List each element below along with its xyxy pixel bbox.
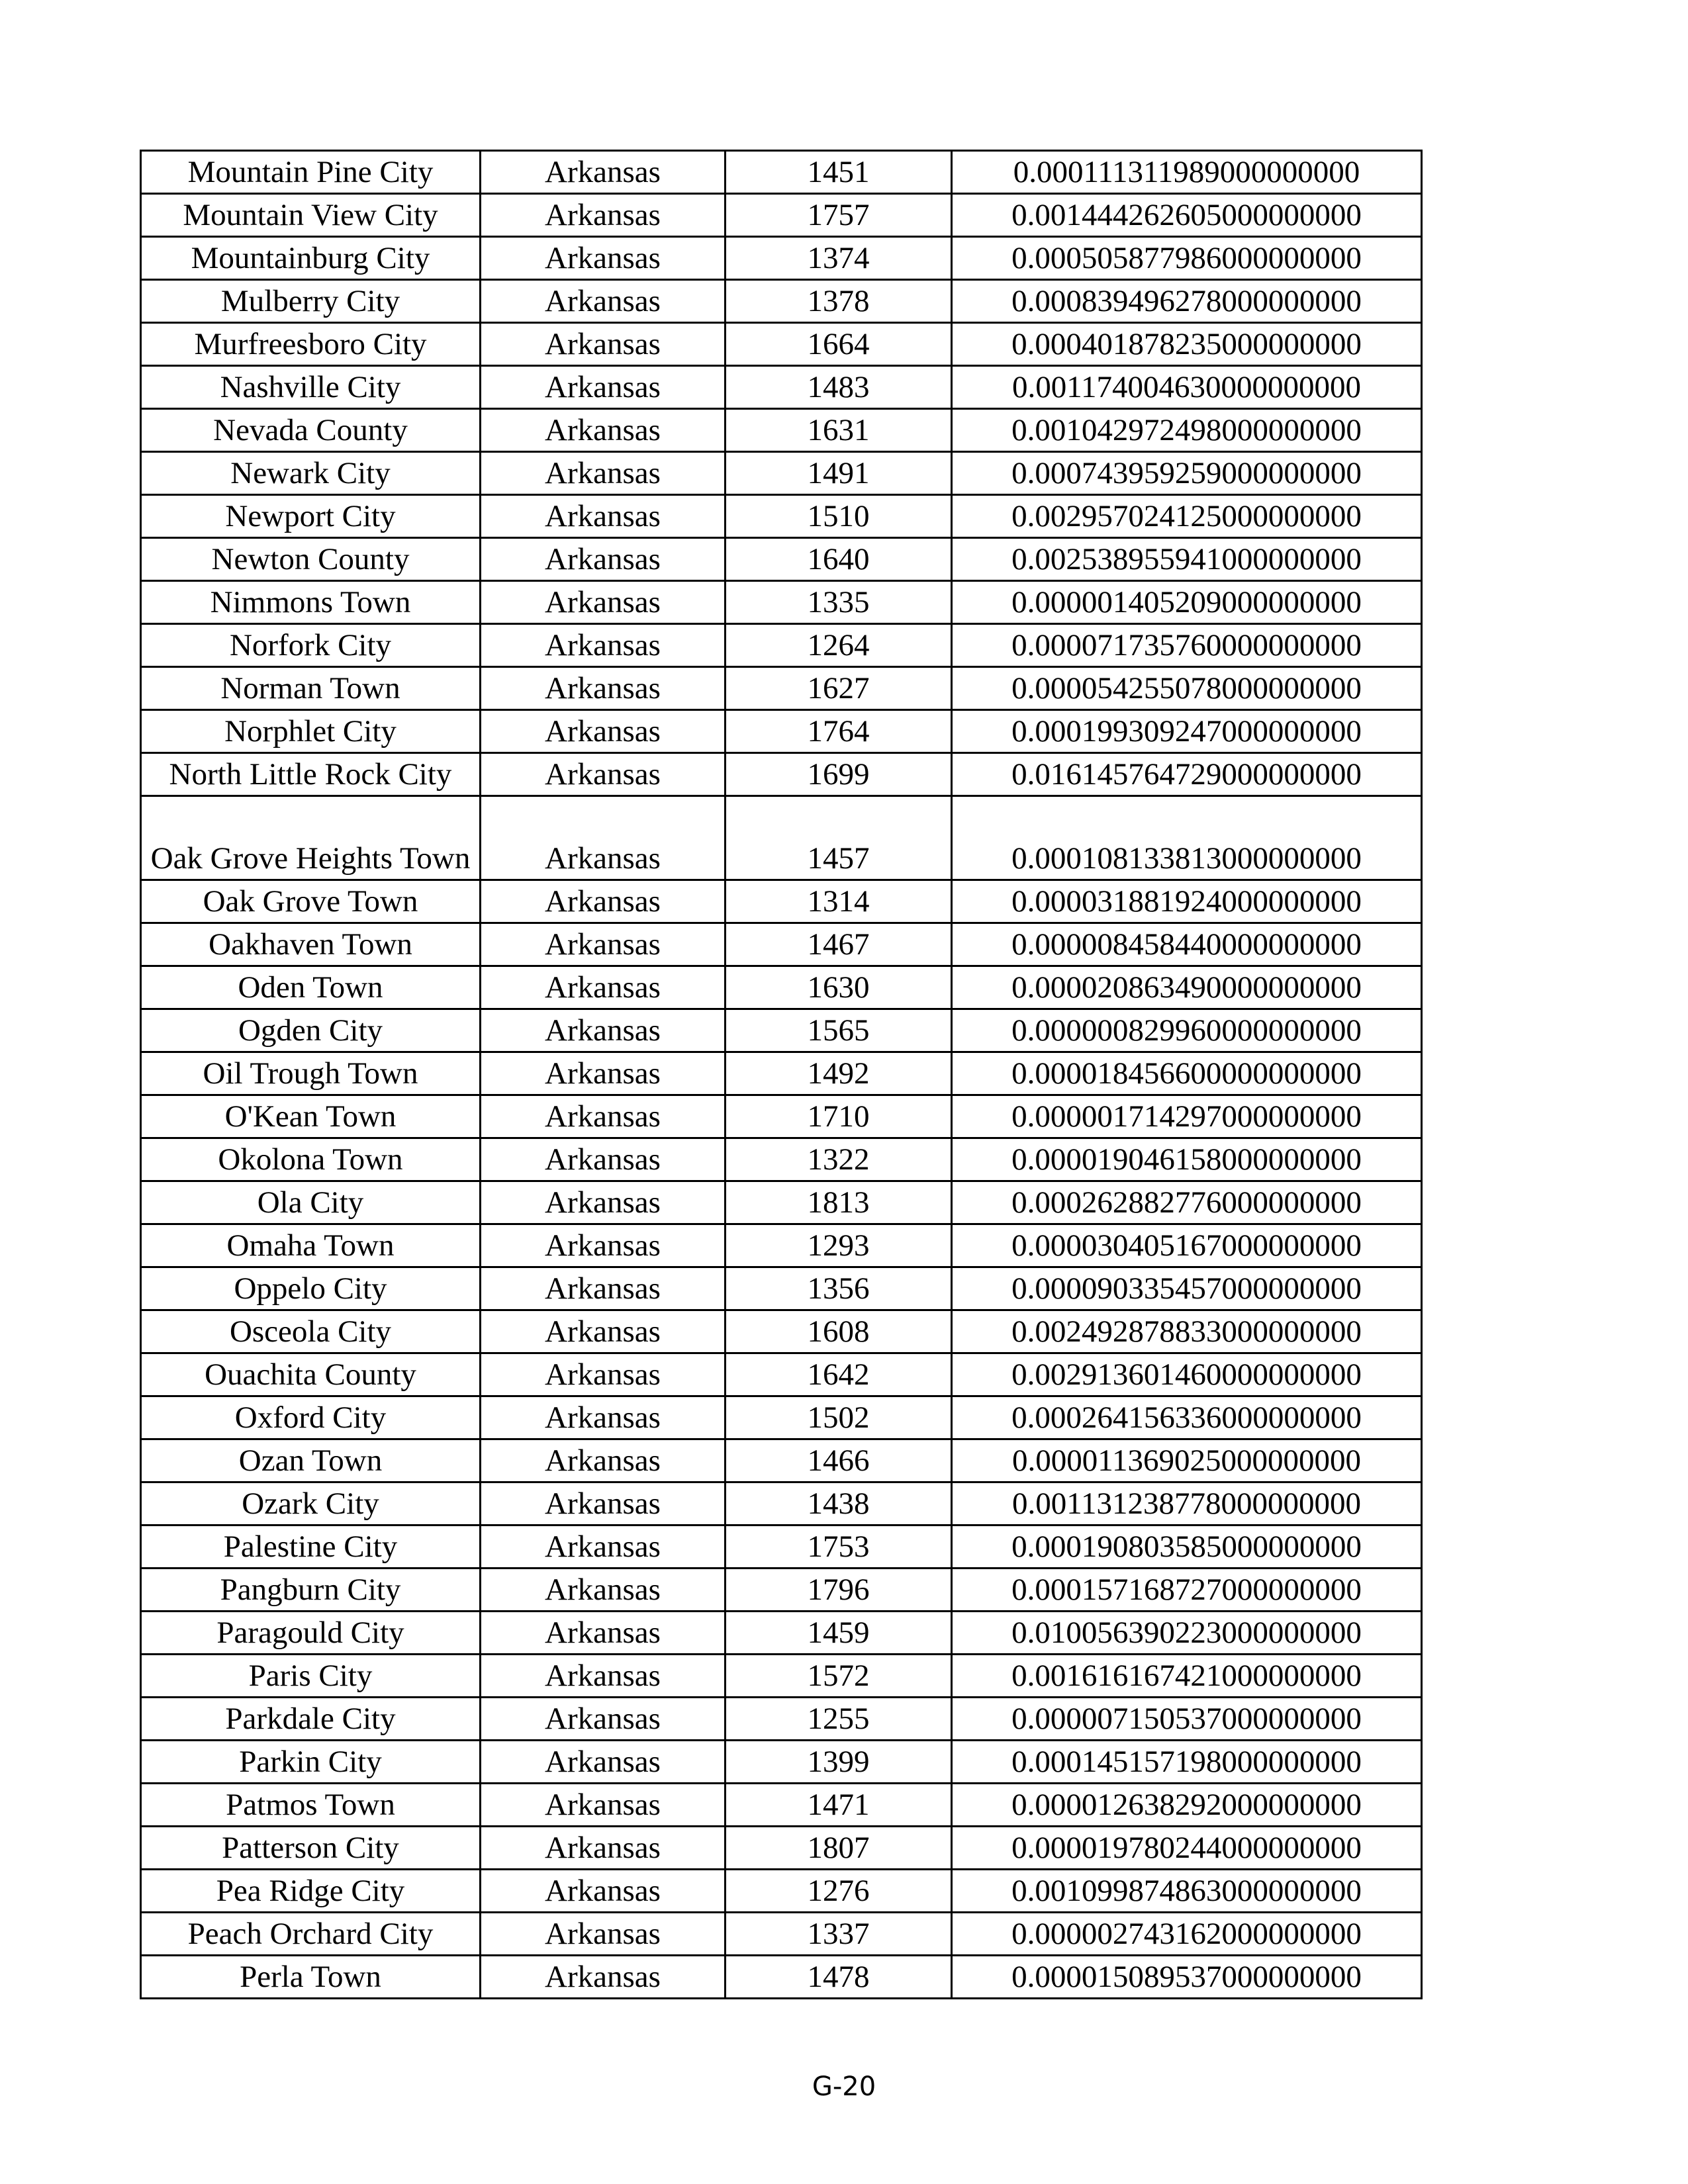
id-cell: 1466 [726, 1439, 952, 1482]
table-row [141, 710, 1422, 753]
table-row [141, 280, 1422, 323]
percentage-cell: 0.000264156336000000000 [952, 1396, 1422, 1439]
id-cell: 1757 [726, 194, 952, 237]
state-cell: Arkansas [481, 1741, 726, 1784]
percentage-cell: 0.001042972498000000000 [952, 409, 1422, 452]
id-cell: 1335 [726, 581, 952, 624]
percentage-cell: 0.000000829960000000000 [952, 1009, 1422, 1052]
state-cell: Arkansas [481, 1569, 726, 1612]
table-row [141, 581, 1422, 624]
state-cell: Arkansas [481, 923, 726, 966]
entity-name-cell: Ola City [141, 1181, 481, 1224]
state-cell: Arkansas [481, 1870, 726, 1913]
id-cell: 1356 [726, 1267, 952, 1310]
entity-name-cell: Ouachita County [141, 1353, 481, 1396]
state-cell: Arkansas [481, 151, 726, 194]
state-cell: Arkansas [481, 366, 726, 409]
percentage-cell: 0.000054255078000000000 [952, 667, 1422, 710]
percentage-cell: 0.000262882776000000000 [952, 1181, 1422, 1224]
percentage-cell: 0.010056390223000000000 [952, 1612, 1422, 1655]
percentage-cell: 0.000071735760000000000 [952, 624, 1422, 667]
entity-name-cell: Nevada County [141, 409, 481, 452]
percentage-cell: 0.002957024125000000000 [952, 495, 1422, 538]
id-cell: 1631 [726, 409, 952, 452]
entity-name-cell: Oak Grove Town [141, 880, 481, 923]
table-row [141, 796, 1422, 880]
entity-name-cell: Oil Trough Town [141, 1052, 481, 1095]
table-row [141, 1482, 1422, 1525]
table-row [141, 1569, 1422, 1612]
percentage-cell: 0.000019046158000000000 [952, 1138, 1422, 1181]
table-row [141, 1396, 1422, 1439]
id-cell: 1322 [726, 1138, 952, 1181]
entity-name-cell: North Little Rock City [141, 753, 481, 796]
percentage-cell: 0.001131238778000000000 [952, 1482, 1422, 1525]
entity-name-cell: Oppelo City [141, 1267, 481, 1310]
state-cell: Arkansas [481, 1956, 726, 1999]
percentage-cell: 0.002492878833000000000 [952, 1310, 1422, 1353]
entity-name-cell: Palestine City [141, 1525, 481, 1569]
table-row [141, 966, 1422, 1009]
id-cell: 1753 [726, 1525, 952, 1569]
percentage-cell: 0.001616167421000000000 [952, 1655, 1422, 1698]
table-row [141, 1612, 1422, 1655]
table-row [141, 495, 1422, 538]
percentage-cell: 0.000018456600000000000 [952, 1052, 1422, 1095]
entity-name-cell: Ogden City [141, 1009, 481, 1052]
id-cell: 1764 [726, 710, 952, 753]
percentage-cell: 0.001174004630000000000 [952, 366, 1422, 409]
table-row [141, 538, 1422, 581]
entity-name-cell: Pangburn City [141, 1569, 481, 1612]
state-cell: Arkansas [481, 1353, 726, 1396]
id-cell: 1255 [726, 1698, 952, 1741]
percentage-cell: 0.000108133813000000000 [952, 796, 1422, 880]
entity-name-cell: Patterson City [141, 1827, 481, 1870]
id-cell: 1438 [726, 1482, 952, 1525]
state-cell: Arkansas [481, 581, 726, 624]
state-cell: Arkansas [481, 1827, 726, 1870]
id-cell: 1630 [726, 966, 952, 1009]
entity-name-cell: Osceola City [141, 1310, 481, 1353]
percentage-cell: 0.000031881924000000000 [952, 880, 1422, 923]
id-cell: 1478 [726, 1956, 952, 1999]
entity-name-cell: O'Kean Town [141, 1095, 481, 1138]
table-row [141, 237, 1422, 280]
table-row [141, 323, 1422, 366]
table-row [141, 1009, 1422, 1052]
percentage-cell: 0.000001714297000000000 [952, 1095, 1422, 1138]
state-cell: Arkansas [481, 409, 726, 452]
state-cell: Arkansas [481, 280, 726, 323]
id-cell: 1510 [726, 495, 952, 538]
percentage-cell: 0.000190803585000000000 [952, 1525, 1422, 1569]
entity-name-cell: Ozark City [141, 1482, 481, 1525]
table-row [141, 1267, 1422, 1310]
table-row [141, 452, 1422, 495]
state-cell: Arkansas [481, 1181, 726, 1224]
id-cell: 1337 [726, 1913, 952, 1956]
entity-name-cell: Norfork City [141, 624, 481, 667]
table-row [141, 1741, 1422, 1784]
entity-name-cell: Nimmons Town [141, 581, 481, 624]
table-row [141, 1956, 1422, 1999]
table-row [141, 1827, 1422, 1870]
entity-name-cell: Oak Grove Heights Town [141, 796, 481, 880]
percentage-cell: 0.000011369025000000000 [952, 1439, 1422, 1482]
state-cell: Arkansas [481, 624, 726, 667]
table-row [141, 624, 1422, 667]
entity-name-cell: Mulberry City [141, 280, 481, 323]
percentage-cell: 0.000001405209000000000 [952, 581, 1422, 624]
entity-name-cell: Parkdale City [141, 1698, 481, 1741]
state-cell: Arkansas [481, 710, 726, 753]
percentage-cell: 0.000145157198000000000 [952, 1741, 1422, 1784]
percentage-cell: 0.001444262605000000000 [952, 194, 1422, 237]
id-cell: 1572 [726, 1655, 952, 1698]
id-cell: 1471 [726, 1784, 952, 1827]
table-row [141, 1439, 1422, 1482]
id-cell: 1399 [726, 1741, 952, 1784]
id-cell: 1664 [726, 323, 952, 366]
entity-name-cell: Pea Ridge City [141, 1870, 481, 1913]
id-cell: 1459 [726, 1612, 952, 1655]
state-cell: Arkansas [481, 667, 726, 710]
percentage-cell: 0.000002743162000000000 [952, 1913, 1422, 1956]
table-row [141, 1095, 1422, 1138]
percentage-cell: 0.001099874863000000000 [952, 1870, 1422, 1913]
state-cell: Arkansas [481, 1138, 726, 1181]
state-cell: Arkansas [481, 1655, 726, 1698]
page-number: G-20 [812, 2071, 876, 2102]
percentage-cell: 0.000199309247000000000 [952, 710, 1422, 753]
percentage-cell: 0.000743959259000000000 [952, 452, 1422, 495]
entity-name-cell: Paris City [141, 1655, 481, 1698]
table-row [141, 1655, 1422, 1698]
state-cell: Arkansas [481, 323, 726, 366]
entity-name-cell: Newark City [141, 452, 481, 495]
id-cell: 1378 [726, 280, 952, 323]
entity-name-cell: Newton County [141, 538, 481, 581]
id-cell: 1640 [726, 538, 952, 581]
state-cell: Arkansas [481, 1482, 726, 1525]
state-cell: Arkansas [481, 1224, 726, 1267]
table-row [141, 151, 1422, 194]
table-row [141, 1138, 1422, 1181]
id-cell: 1627 [726, 667, 952, 710]
table-row [141, 1310, 1422, 1353]
entity-name-cell: Okolona Town [141, 1138, 481, 1181]
table-row [141, 880, 1422, 923]
id-cell: 1565 [726, 1009, 952, 1052]
state-cell: Arkansas [481, 1612, 726, 1655]
percentage-cell: 0.000012638292000000000 [952, 1784, 1422, 1827]
entity-name-cell: Parkin City [141, 1741, 481, 1784]
table-row [141, 1784, 1422, 1827]
percentage-cell: 0.000007150537000000000 [952, 1698, 1422, 1741]
state-cell: Arkansas [481, 452, 726, 495]
entity-name-cell: Norphlet City [141, 710, 481, 753]
state-cell: Arkansas [481, 237, 726, 280]
percentage-cell: 0.000015089537000000000 [952, 1956, 1422, 1999]
id-cell: 1374 [726, 237, 952, 280]
id-cell: 1276 [726, 1870, 952, 1913]
id-cell: 1293 [726, 1224, 952, 1267]
state-cell: Arkansas [481, 1052, 726, 1095]
state-cell: Arkansas [481, 753, 726, 796]
table-row [141, 194, 1422, 237]
id-cell: 1483 [726, 366, 952, 409]
table-row [141, 1052, 1422, 1095]
entity-name-cell: Oakhaven Town [141, 923, 481, 966]
percentage-cell: 0.000839496278000000000 [952, 280, 1422, 323]
table-row [141, 366, 1422, 409]
id-cell: 1451 [726, 151, 952, 194]
id-cell: 1264 [726, 624, 952, 667]
id-cell: 1796 [726, 1569, 952, 1612]
id-cell: 1457 [726, 796, 952, 880]
state-cell: Arkansas [481, 538, 726, 581]
entity-name-cell: Norman Town [141, 667, 481, 710]
state-cell: Arkansas [481, 1698, 726, 1741]
id-cell: 1710 [726, 1095, 952, 1138]
percentage-cell: 0.000020863490000000000 [952, 966, 1422, 1009]
entity-name-cell: Nashville City [141, 366, 481, 409]
percentage-cell: 0.000111311989000000000 [952, 151, 1422, 194]
id-cell: 1608 [726, 1310, 952, 1353]
entity-name-cell: Patmos Town [141, 1784, 481, 1827]
state-cell: Arkansas [481, 495, 726, 538]
id-cell: 1502 [726, 1396, 952, 1439]
id-cell: 1491 [726, 452, 952, 495]
state-cell: Arkansas [481, 1525, 726, 1569]
table-row [141, 753, 1422, 796]
entity-name-cell: Paragould City [141, 1612, 481, 1655]
id-cell: 1813 [726, 1181, 952, 1224]
percentage-cell: 0.002913601460000000000 [952, 1353, 1422, 1396]
entity-name-cell: Omaha Town [141, 1224, 481, 1267]
state-cell: Arkansas [481, 966, 726, 1009]
state-cell: Arkansas [481, 1439, 726, 1482]
entity-name-cell: Oxford City [141, 1396, 481, 1439]
entity-name-cell: Peach Orchard City [141, 1913, 481, 1956]
state-cell: Arkansas [481, 1009, 726, 1052]
table-row [141, 1181, 1422, 1224]
entity-name-cell: Mountainburg City [141, 237, 481, 280]
table-row [141, 409, 1422, 452]
id-cell: 1467 [726, 923, 952, 966]
entity-name-cell: Perla Town [141, 1956, 481, 1999]
percentage-cell: 0.000030405167000000000 [952, 1224, 1422, 1267]
state-cell: Arkansas [481, 1267, 726, 1310]
id-cell: 1699 [726, 753, 952, 796]
state-cell: Arkansas [481, 1095, 726, 1138]
entity-name-cell: Mountain Pine City [141, 151, 481, 194]
state-cell: Arkansas [481, 796, 726, 880]
state-cell: Arkansas [481, 1784, 726, 1827]
allocation-table [140, 150, 1423, 1999]
table-body [141, 151, 1422, 1999]
table-row [141, 667, 1422, 710]
percentage-cell: 0.016145764729000000000 [952, 753, 1422, 796]
entity-name-cell: Murfreesboro City [141, 323, 481, 366]
percentage-cell: 0.000008458440000000000 [952, 923, 1422, 966]
percentage-cell: 0.002538955941000000000 [952, 538, 1422, 581]
table-row [141, 1698, 1422, 1741]
table-row [141, 1913, 1422, 1956]
percentage-cell: 0.000090335457000000000 [952, 1267, 1422, 1310]
percentage-cell: 0.000157168727000000000 [952, 1569, 1422, 1612]
percentage-cell: 0.000401878235000000000 [952, 323, 1422, 366]
table-row [141, 1353, 1422, 1396]
table-row [141, 1525, 1422, 1569]
table-row [141, 1224, 1422, 1267]
state-cell: Arkansas [481, 194, 726, 237]
id-cell: 1492 [726, 1052, 952, 1095]
id-cell: 1807 [726, 1827, 952, 1870]
entity-name-cell: Oden Town [141, 966, 481, 1009]
percentage-cell: 0.000505877986000000000 [952, 237, 1422, 280]
entity-name-cell: Newport City [141, 495, 481, 538]
table-row [141, 923, 1422, 966]
entity-name-cell: Ozan Town [141, 1439, 481, 1482]
id-cell: 1314 [726, 880, 952, 923]
state-cell: Arkansas [481, 880, 726, 923]
state-cell: Arkansas [481, 1310, 726, 1353]
entity-name-cell: Mountain View City [141, 194, 481, 237]
table-row [141, 1870, 1422, 1913]
percentage-cell: 0.000019780244000000000 [952, 1827, 1422, 1870]
state-cell: Arkansas [481, 1396, 726, 1439]
state-cell: Arkansas [481, 1913, 726, 1956]
id-cell: 1642 [726, 1353, 952, 1396]
